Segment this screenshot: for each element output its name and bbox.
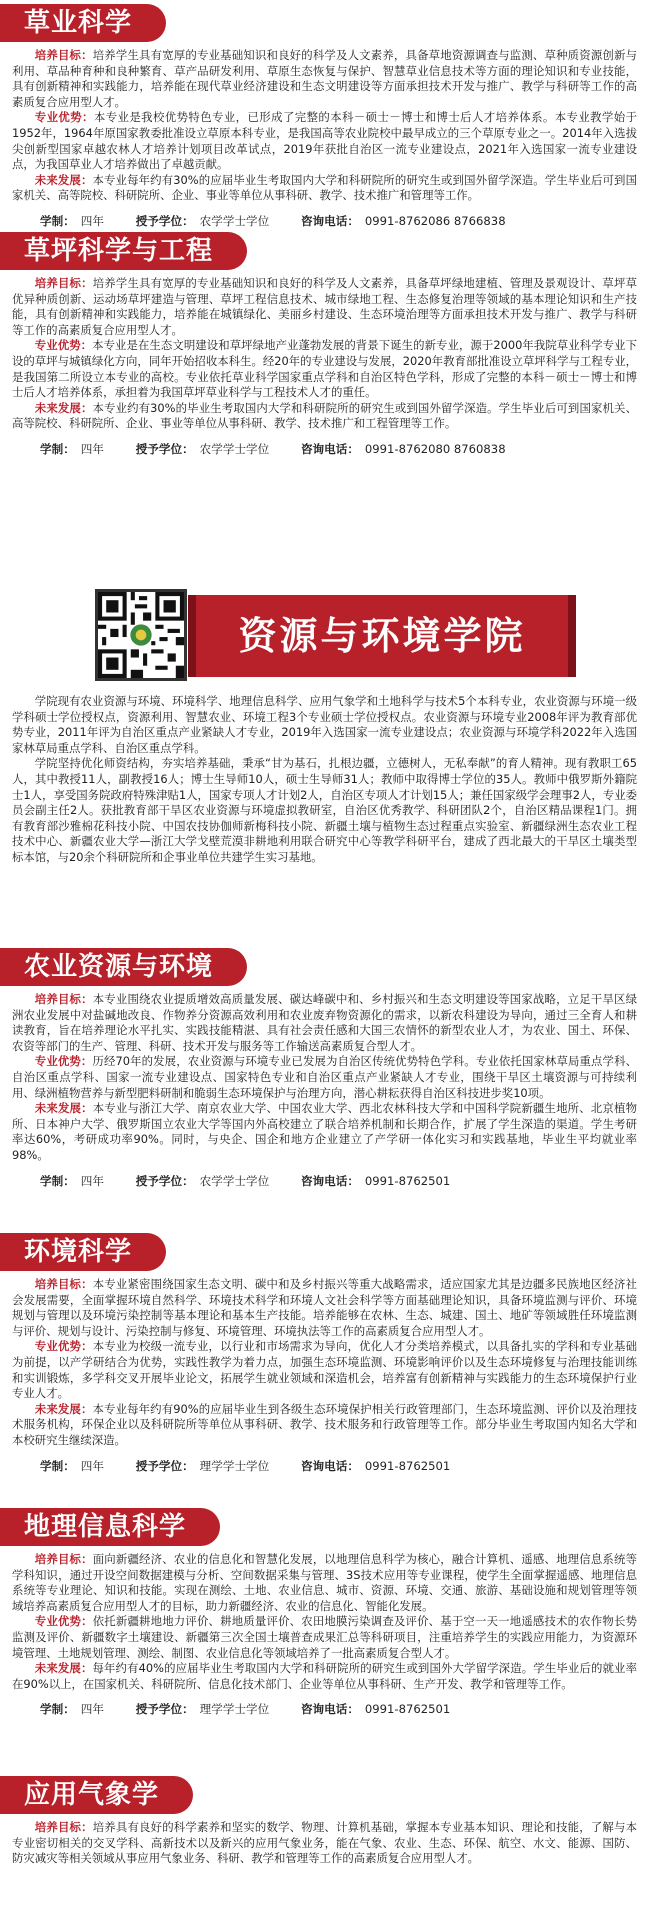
duration-value: 四年 xyxy=(80,1173,104,1188)
duration-label: 学制： xyxy=(40,1458,75,1473)
section-title: 应用气象学 xyxy=(0,1776,193,1814)
college-banner xyxy=(0,587,649,687)
future-label: 未来发展： xyxy=(34,400,93,415)
section-gis xyxy=(0,1508,649,1717)
phone-value: 0991-8762086 8766838 xyxy=(364,213,506,228)
duration-value: 四年 xyxy=(80,1702,104,1717)
section-grass-science xyxy=(0,4,649,229)
goal-label: 培养目标： xyxy=(34,992,93,1006)
paragraph-future xyxy=(12,1402,637,1449)
paragraph-future xyxy=(12,1661,637,1692)
duration-value: 四年 xyxy=(80,1458,104,1473)
advantage-text: 本专业为校级一流专业，以行业和市场需求为导向，优化人才分类培养模式，以具备扎实的学科和专业基础为前提，以产学研结合为优势，实践性教学为着力点，加强生态环境监测、环境影响评价以及生态环境修复与治理技能训练和实训锻炼，多学科交叉开展毕业论文，拓展学生就业领域和深造机会，培养富有创新精神与实践能力的生态环境保护行业专业人才。 xyxy=(12,1339,637,1401)
phone-label: 咨询电话： xyxy=(300,213,359,228)
degree-value: 农学学士学位 xyxy=(199,1173,270,1188)
goal-label: 培养目标： xyxy=(34,276,93,290)
advantage-label: 专业优势： xyxy=(34,1614,93,1629)
phone-value: 0991-8762501 xyxy=(364,1173,451,1188)
degree-value: 农学学士学位 xyxy=(199,213,270,228)
college-body xyxy=(0,694,649,866)
advantage-label: 专业优势： xyxy=(34,1339,93,1354)
degree-value: 理学学士学位 xyxy=(199,1702,270,1717)
future-text: 每年约有40%的应届毕业生考取国内大学和科研院所的研究生或到国外大学留学深造。学生毕业后的就业率在90%以上，在国家机关、科研院所、信息化技术部门、企业等单位从事科研、生产开发、教学和管理等工作。 xyxy=(12,1661,637,1691)
paragraph-goal xyxy=(12,276,637,338)
college-intro xyxy=(0,694,649,866)
duration-value: 四年 xyxy=(80,441,104,456)
goal-text: 培养学生具有宽厚的专业基础知识和良好的科学及人文素养，具备草坪绿地建植、管理及景观设计、草坪草优异种质创新、运动场草坪建造与管理、草坪工程信息技术、城市绿地工程、生态修复治理等领域的基本理论知识和生产技能，具有创新精神和实践能力，培养能在城镇绿化、美丽乡村建设、生态环境治理等方面承担技术开发与推广、教学与科研等工作的高素质复合应用型人才。 xyxy=(12,276,637,337)
duration-label: 学制： xyxy=(40,1702,75,1717)
goal-text: 本专业围绕农业提质增效高质量发展、碳达峰碳中和、乡村振兴和生态文明建设等国家战略，立足干旱区绿洲农业发展中对盐碱地改良、作物养分资源高效利用和农业废弃物资源化的需求，以新农科建设为导向，通过三全育人和耕读教育，旨在培养理论水平扎实、实践技能精湛、具有社会责任感和大国三农情怀的新型农业人才，为农业、国土、环保、农资等部门的生产、管理、科研、技术开发与服务等工作输送高素质复合型人才。 xyxy=(12,992,637,1053)
advantage-label: 专业优势： xyxy=(34,1054,93,1069)
paragraph-goal xyxy=(12,48,637,110)
degree-label: 授予学位： xyxy=(135,1173,194,1188)
paragraph-future xyxy=(12,1101,637,1163)
future-text: 本专业每年约有30%的应届毕业生考取国内大学和科研院所的研究生或到国外留学深造。学生毕业后可到国家机关、高等院校、科研院所、企业、事业等单位从事科研、教学、技术推广和管理等工作。 xyxy=(12,172,637,203)
section-applied-meteorology xyxy=(0,1776,649,1867)
phone-label: 咨询电话： xyxy=(300,441,359,456)
goal-text: 培养具有良好的科学素养和坚实的数学、物理、计算机基础，掌握本专业基本知识、理论和技能，了解与本专业密切相关的交叉学科、高新技术以及新兴的应用气象业务，能在气象、农业、生态、环保、航空、水文、能源、国防、防灾减灾等相关领域从事应用气象业务、科研、教学和管理等工作的高素质复合应用型人才。 xyxy=(12,1820,637,1866)
paragraph-future xyxy=(12,173,637,204)
phone-label: 咨询电话： xyxy=(300,1458,359,1473)
duration-label: 学制： xyxy=(40,1173,75,1188)
degree-label: 授予学位： xyxy=(135,441,194,456)
future-label: 未来发展： xyxy=(34,172,93,187)
advantage-label: 专业优势： xyxy=(34,110,94,125)
goal-label: 培养目标： xyxy=(34,1277,93,1291)
advantage-text: 本专业是在生态文明建设和草坪绿地产业蓬勃发展的背景下诞生的新专业，源于2000年我院草业科学专业下设的草坪与城镇绿化方向，同年开始招收本科生。经20年的专业建设与发展，2020年教育部批准设立草坪科学与工程专业，是我国第二所设立本专业的高校。专业依托草业科学国家重点学科和自治区特色学科，形成了完整的本科－硕士－博士和博士后人才培养体系，承担着为我国草坪草业科学与工程技术人才的重任。 xyxy=(12,338,637,400)
goal-label: 培养目标： xyxy=(34,1820,93,1834)
paragraph-advantage xyxy=(12,1339,637,1401)
goal-label: 培养目标： xyxy=(34,48,93,62)
phone-value: 0991-8762501 xyxy=(364,1702,451,1717)
qr-code-icon xyxy=(95,589,187,681)
degree-label: 授予学位： xyxy=(135,1702,194,1717)
info-row xyxy=(40,441,649,457)
paragraph-advantage xyxy=(12,1614,637,1661)
advantage-text: 本专业是我校优势特色专业，已形成了完整的本科－硕士－博士和博士后人才培养体系。本专业教学始于1952年，1964年原国家教委批准设立草原本科专业，是我国高等农业院校中最早成立的三个草原专业之一。2014年入选拔尖创新型国家卓越农林人才培养计划项目改革试点，2019年获批自治区一流专业建设点，2021年入选国家一流专业建设点，为我国草业人才培养做出了卓越贡献。 xyxy=(12,110,637,172)
section-agri-resources xyxy=(0,948,649,1189)
info-row xyxy=(40,1458,649,1474)
phone-label: 咨询电话： xyxy=(300,1173,359,1188)
duration-label: 学制： xyxy=(40,213,75,228)
paragraph-goal xyxy=(12,1820,637,1867)
future-label: 未来发展： xyxy=(34,1401,93,1416)
degree-label: 授予学位： xyxy=(135,213,194,228)
duration-value: 四年 xyxy=(80,213,104,228)
phone-label: 咨询电话： xyxy=(300,1702,359,1717)
section-title: 草坪科学与工程 xyxy=(0,232,247,270)
paragraph-future xyxy=(12,401,637,432)
section-body xyxy=(0,270,649,432)
section-title: 草业科学 xyxy=(0,4,166,42)
section-body xyxy=(0,42,649,204)
paragraph-advantage xyxy=(12,338,637,400)
paragraph-goal xyxy=(12,1277,637,1339)
info-row xyxy=(40,1701,649,1717)
paragraph-goal xyxy=(12,992,637,1054)
section-body xyxy=(0,1271,649,1449)
section-turf-science xyxy=(0,232,649,457)
degree-value: 理学学士学位 xyxy=(199,1458,270,1473)
advantage-text: 依托新疆耕地地力评价、耕地质量评价、农田地膜污染调查及评价、基于空一天一地遥感技术的农作物长势监测及评价、新疆数字土壤建设、新疆第三次全国土壤普查成果汇总等科研项目，注重培养学生的实践应用能力，为资源环境管理、土地规划管理、测绘、制图、农业信息化等领域培养了一批高素质复合型人才。 xyxy=(12,1614,637,1660)
goal-text: 培养学生具有宽厚的专业基础知识和良好的科学及人文素养，具备草地资源调查与监测、草种质资源创新与利用、草品种育种和良种繁育、草产品研发利用、草原生态恢复与保护、智慧草业信息技术等方面的理论知识和专业技能，具有创新精神和实践能力，培养能在现代草业经济建设和生态文明建设等方面承担技术开发与推广、教学与科研等工作的高素质复合应用型人才。 xyxy=(12,48,637,109)
college-paragraph-2: 学院坚持优化师资结构，夯实培养基础，秉承“甘为基石，扎根边疆，立德树人，无私奉献”的育人精神。现有教职工65人，其中教授11人，副教授16人；博士生导师10人，硕士生导师31人；教师中取得博士学位的35人。教师中俄罗斯外籍院士1人，享受国务院政府特殊津贴1人，国家专项人才计划2人，自治区专项人才计划15人；兼任国家级学会理事2人，专业委员会副主任2人。获批教育部干旱区农业资源与环境虚拟教研室，自治区优秀教学、科研团队2个，自治区精品课程1门。拥有教育部沙雅棉花科技小院、中国农技协伽师新梅科技小院、新疆土壤与植物生态过程重点实验室、新疆绿洲生态农业工程技术中心、新疆农业大学—浙江大学戈壁荒漠非耕地利用联合研究中心等教学科研平台，建成了西北最大的干旱区土壤类型标本馆，与20余个科研院所和企事业单位共建学生实习基地。 xyxy=(12,756,637,864)
advantage-label: 专业优势： xyxy=(34,338,93,353)
info-row xyxy=(40,1173,649,1189)
info-row xyxy=(40,213,649,229)
goal-text: 面向新疆经济、农业的信息化和智慧化发展，以地理信息科学为核心，融合计算机、遥感、地理信息系统等学科知识，通过开设空间数据建模与分析、空间数据采集与管理、3S技术应用等专业课程，使学生全面掌握遥感、地理信息系统等专业理论、知识和技能。实现在测绘、土地、农业信息、城市、资源、环境、交通、旅游、基础设施和规划管理等领域培养高素质复合应用型人才的目标，助力新疆经济、农业的信息化、智能化发展。 xyxy=(12,1552,637,1613)
section-title: 环境科学 xyxy=(0,1233,166,1271)
section-body xyxy=(0,986,649,1164)
future-text: 本专业约有30%的毕业生考取国内大学和科研院所的研究生或到国外留学深造。学生毕业后可到国家机关、高等院校、科研院所、企业、事业等单位从事科研、教学、技术推广和工程管理等工作。 xyxy=(12,400,637,431)
phone-value: 0991-8762501 xyxy=(364,1458,451,1473)
phone-value: 0991-8762080 8760838 xyxy=(364,441,506,456)
section-body xyxy=(0,1814,649,1867)
section-env-science xyxy=(0,1233,649,1474)
section-title: 地理信息科学 xyxy=(0,1508,220,1546)
goal-text: 本专业紧密围绕国家生态文明、碳中和及乡村振兴等重大战略需求，适应国家尤其是边疆多民族地区经济社会发展需要，全面掌握环境自然科学、环境技术科学和环境人文社会科学等方面基础理论知识，具备环境监测与评价、环境规划与管理以及环境污染控制等基本理论和基本生产技能。培养能够在农林、生态、城建、国土、地矿等领域胜任环境监测与评价、规划与设计、污染控制与修复、环境管理、环境执法等工作的高素质复合应用型人才。 xyxy=(12,1277,637,1338)
goal-label: 培养目标： xyxy=(34,1552,93,1566)
future-label: 未来发展： xyxy=(34,1101,93,1116)
future-text: 本专业每年约有90%的应届毕业生到各级生态环境保护相关行政管理部门，生态环境监测、评价以及治理技术服务机构，环保企业以及科研院所等单位从事科研、教学、技术服务和行政管理等工作。部分毕业生考取国内知名大学和本校研究生继续深造。 xyxy=(12,1401,637,1447)
college-title: 资源与环境学院 xyxy=(196,595,568,677)
paragraph-advantage xyxy=(12,110,637,172)
section-body xyxy=(0,1546,649,1692)
college-paragraph-1: 学院现有农业资源与环境、环境科学、地理信息科学、应用气象学和土地科学与技术5个本科专业，农业资源与环境一级学科硕士学位授权点，资源利用、智慧农业、环境工程3个专业硕士学位授权点。农业资源与环境专业2008年评为教育部优势专业，2011年评为自治区重点产业紧缺人才专业，2019年入选国家一流专业建设点；农业资源与环境学科2022年入选国家林草局重点学科、自治区重点学科。 xyxy=(12,694,637,755)
advantage-text: 历经70年的发展，农业资源与环境专业已发展为自治区传统优势特色学科。专业依托国家林草局重点学科、自治区重点学科、国家一流专业建设点、国家特色专业和自治区重点产业紧缺人才专业，围绕干旱区土壤资源与可持续利用、绿洲植物营养与新型肥料研制和脆弱生态环境保护与治理方向，潜心耕耘获得自治区科技进步奖10项。 xyxy=(12,1054,637,1100)
paragraph-advantage xyxy=(12,1054,637,1101)
duration-label: 学制： xyxy=(40,441,75,456)
degree-label: 授予学位： xyxy=(135,1458,194,1473)
future-label: 未来发展： xyxy=(34,1661,93,1676)
paragraph-goal xyxy=(12,1552,637,1614)
degree-value: 农学学士学位 xyxy=(199,441,270,456)
section-title: 农业资源与环境 xyxy=(0,948,247,986)
future-text: 本专业与浙江大学、南京农业大学、中国农业大学、西北农林科技大学和中国科学院新疆生地所、北京植物所、日本神户大学、俄罗斯国立农业大学等国内外高校建立了联合培养机制和长期合作，扩展了学生深造的渠道。学生考研率达60%，考研成功率90%。同时，与央企、国企和地方企业建立了产学研一体化实习和实践基地，毕业生平均就业率98%。 xyxy=(12,1101,637,1162)
